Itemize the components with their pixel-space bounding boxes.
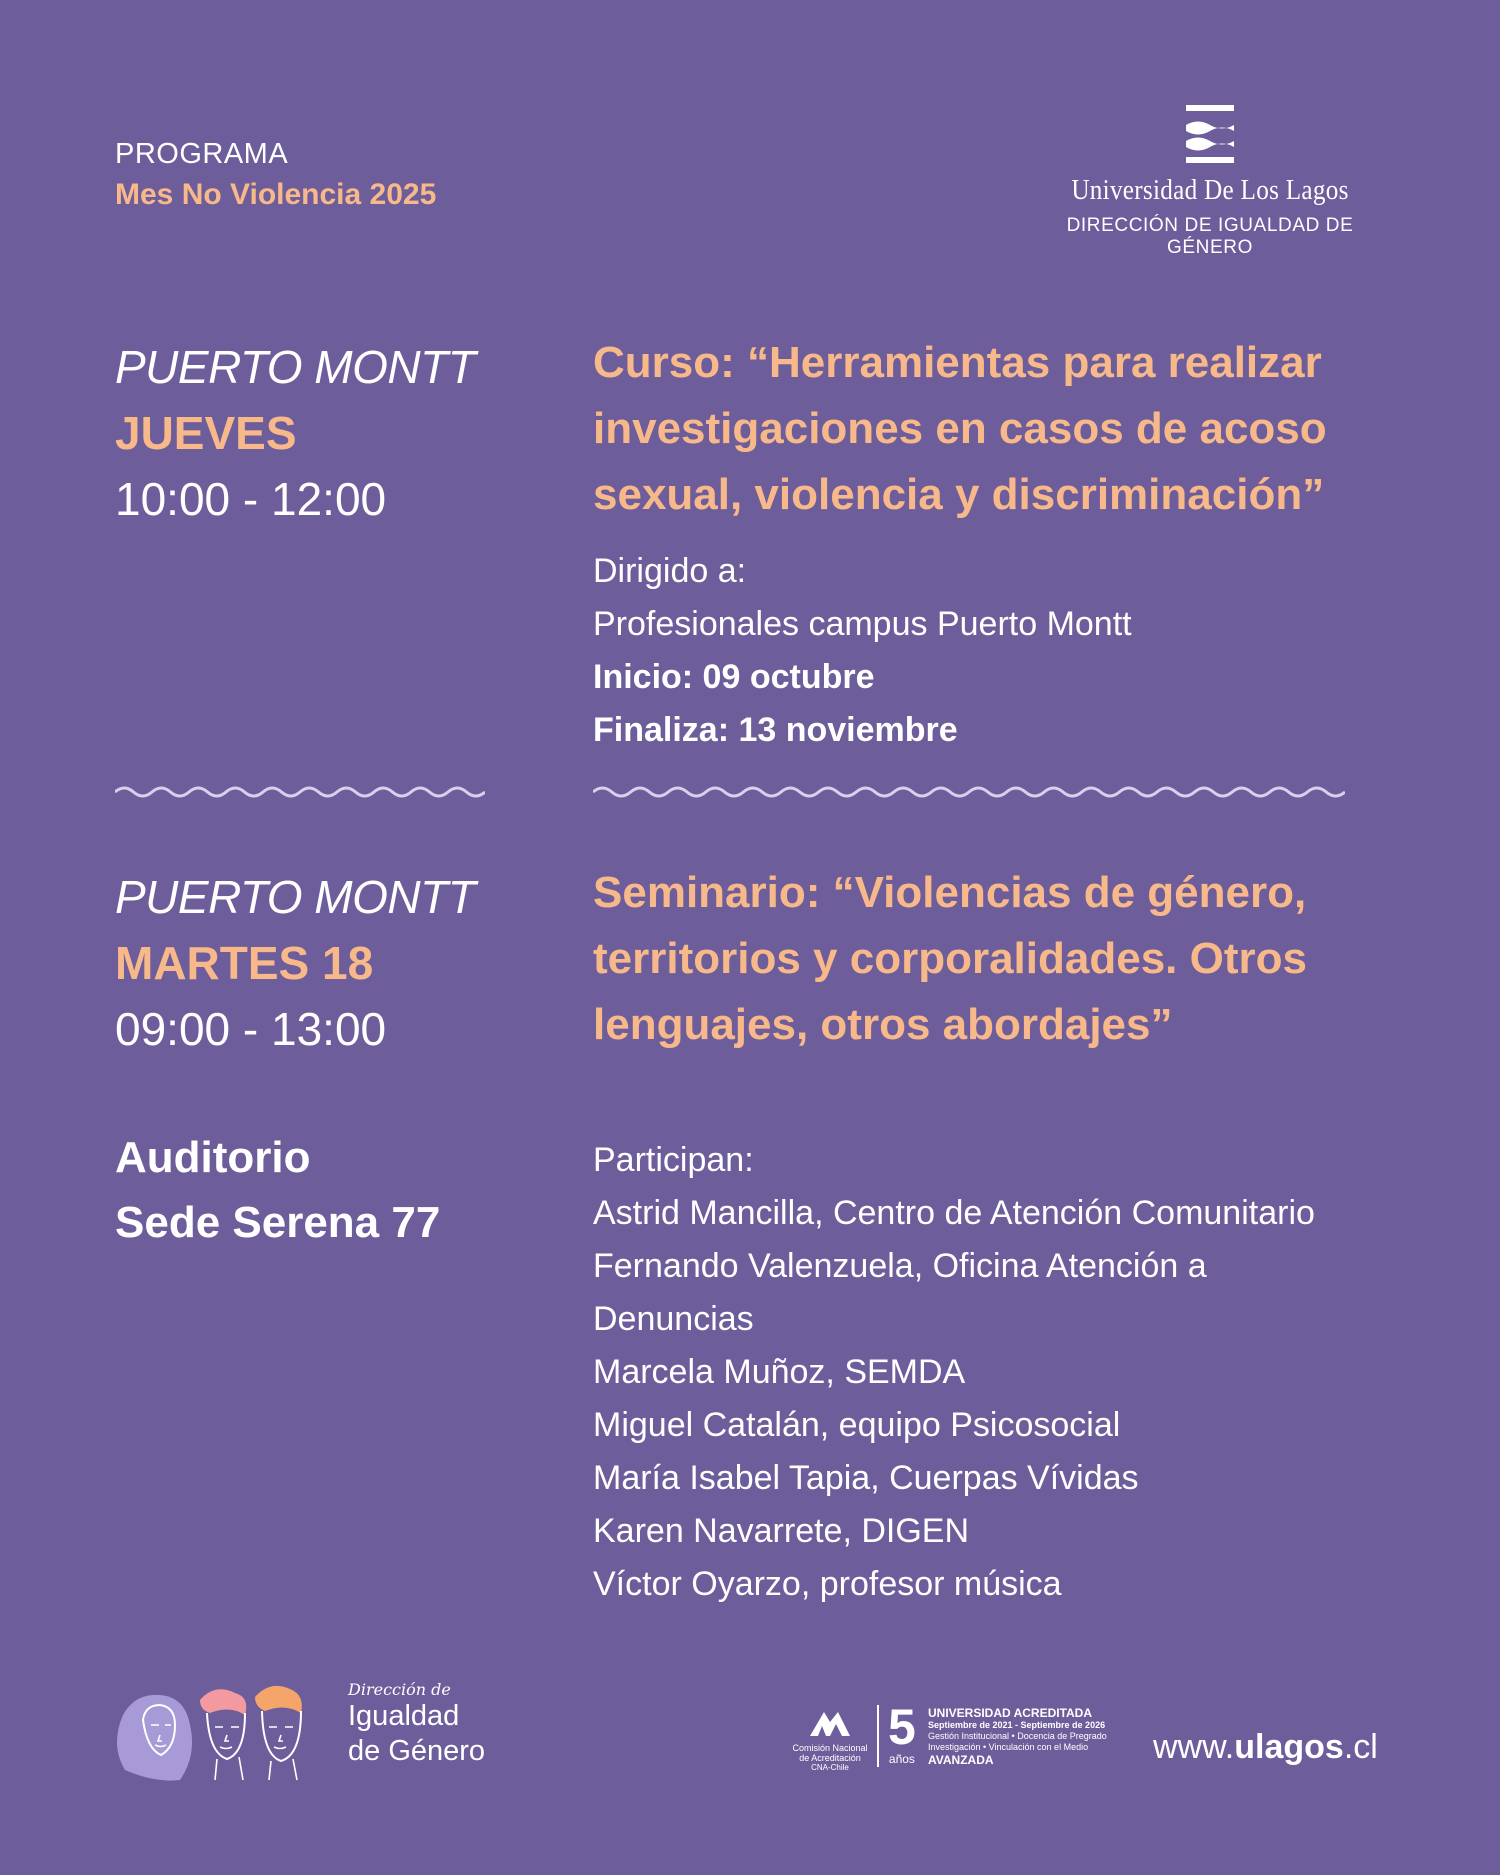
event1-schedule bbox=[115, 340, 475, 526]
accredited-areas2: Investigación • Vinculación con el Medio bbox=[928, 1742, 1089, 1752]
event2-venue bbox=[115, 1125, 440, 1255]
web-prefix: www. bbox=[1153, 1728, 1235, 1766]
event2-city: PUERTO MONTT bbox=[115, 871, 476, 923]
accredited-areas1: Gestión Institucional • Docencia de Pregrado bbox=[928, 1731, 1107, 1741]
event2-time: 09:00 - 13:00 bbox=[115, 1003, 387, 1055]
event1-start: Inicio: 09 octubre bbox=[593, 658, 875, 696]
accreditation-text bbox=[928, 1706, 1107, 1767]
accredited-title: UNIVERSIDAD ACREDITADA bbox=[928, 1706, 1093, 1720]
years-label: años bbox=[888, 1752, 915, 1766]
wave-divider-left bbox=[115, 782, 485, 802]
cna-line3: CNA-Chile bbox=[811, 1763, 849, 1772]
event1-day: JUEVES bbox=[115, 407, 297, 459]
cna-line2: de Acreditación bbox=[799, 1753, 861, 1763]
program-label: PROGRAMA bbox=[115, 138, 289, 170]
event1-directed-label: Dirigido a: bbox=[593, 552, 747, 590]
participant-item: Marcela Muñoz, SEMDA bbox=[593, 1353, 966, 1391]
accreditation-divider bbox=[877, 1705, 879, 1767]
event2-day: MARTES 18 bbox=[115, 937, 374, 989]
wave-divider-right bbox=[593, 782, 1345, 802]
cna-icon bbox=[808, 1710, 852, 1738]
event2-title: Seminario: “Violencias de género, territorios y corporalidades. Otros lenguajes, otros abordajes” bbox=[593, 868, 1307, 1049]
event1-directed-to: Profesionales campus Puerto Montt bbox=[593, 605, 1132, 643]
event1-end: Finaliza: 13 noviembre bbox=[593, 711, 958, 749]
event2-participants bbox=[593, 1134, 1443, 1611]
direction-logo-text bbox=[348, 1680, 485, 1769]
direction-line1: Igualdad bbox=[348, 1700, 460, 1732]
program-name: Mes No Violencia 2025 bbox=[115, 178, 437, 211]
direction-line2: de Género bbox=[348, 1735, 486, 1767]
participant-item: María Isabel Tapia, Cuerpas Vívidas bbox=[593, 1459, 1139, 1497]
website-link[interactable] bbox=[1153, 1728, 1378, 1767]
years-number: 5 bbox=[888, 1699, 916, 1755]
event2-schedule bbox=[115, 870, 475, 1056]
cna-line1: Comisión Nacional bbox=[792, 1743, 868, 1753]
university-logo-block bbox=[1040, 105, 1380, 259]
faces-illustration-icon bbox=[105, 1675, 320, 1785]
direction-small: Dirección de bbox=[348, 1680, 451, 1699]
event1-time: 10:00 - 12:00 bbox=[115, 473, 387, 525]
accredited-period: Septiembre de 2021 - Septiembre de 2026 bbox=[928, 1720, 1106, 1730]
years-badge bbox=[888, 1699, 916, 1766]
waves-logo-icon bbox=[1186, 105, 1234, 163]
event1-city: PUERTO MONTT bbox=[115, 341, 476, 393]
event2-venue-line1: Auditorio bbox=[115, 1133, 311, 1182]
accredited-level: AVANZADA bbox=[928, 1753, 994, 1767]
cna-logo bbox=[790, 1710, 870, 1773]
participant-item: Astrid Mancilla, Centro de Atención Comunitario bbox=[593, 1194, 1315, 1232]
web-domain: ulagos bbox=[1234, 1728, 1344, 1766]
web-suffix: .cl bbox=[1343, 1728, 1378, 1766]
event1-details bbox=[593, 545, 1413, 757]
event1-title: Curso: “Herramientas para realizar investigaciones en casos de acoso sexual, violencia y discriminación” bbox=[593, 338, 1327, 519]
university-name: Universidad De Los Lagos bbox=[1071, 175, 1349, 206]
participants-label: Participan: bbox=[593, 1141, 754, 1179]
event2-venue-line2: Sede Serena 77 bbox=[115, 1198, 441, 1247]
participant-item: Fernando Valenzuela, Oficina Atención a Denuncias bbox=[593, 1247, 1207, 1338]
participant-item: Miguel Catalán, equipo Psicosocial bbox=[593, 1406, 1121, 1444]
department-name: DIRECCIÓN DE IGUALDAD DE GÉNERO bbox=[1066, 215, 1354, 258]
participant-item: Víctor Oyarzo, profesor música bbox=[593, 1565, 1062, 1603]
participant-item: Karen Navarrete, DIGEN bbox=[593, 1512, 970, 1550]
